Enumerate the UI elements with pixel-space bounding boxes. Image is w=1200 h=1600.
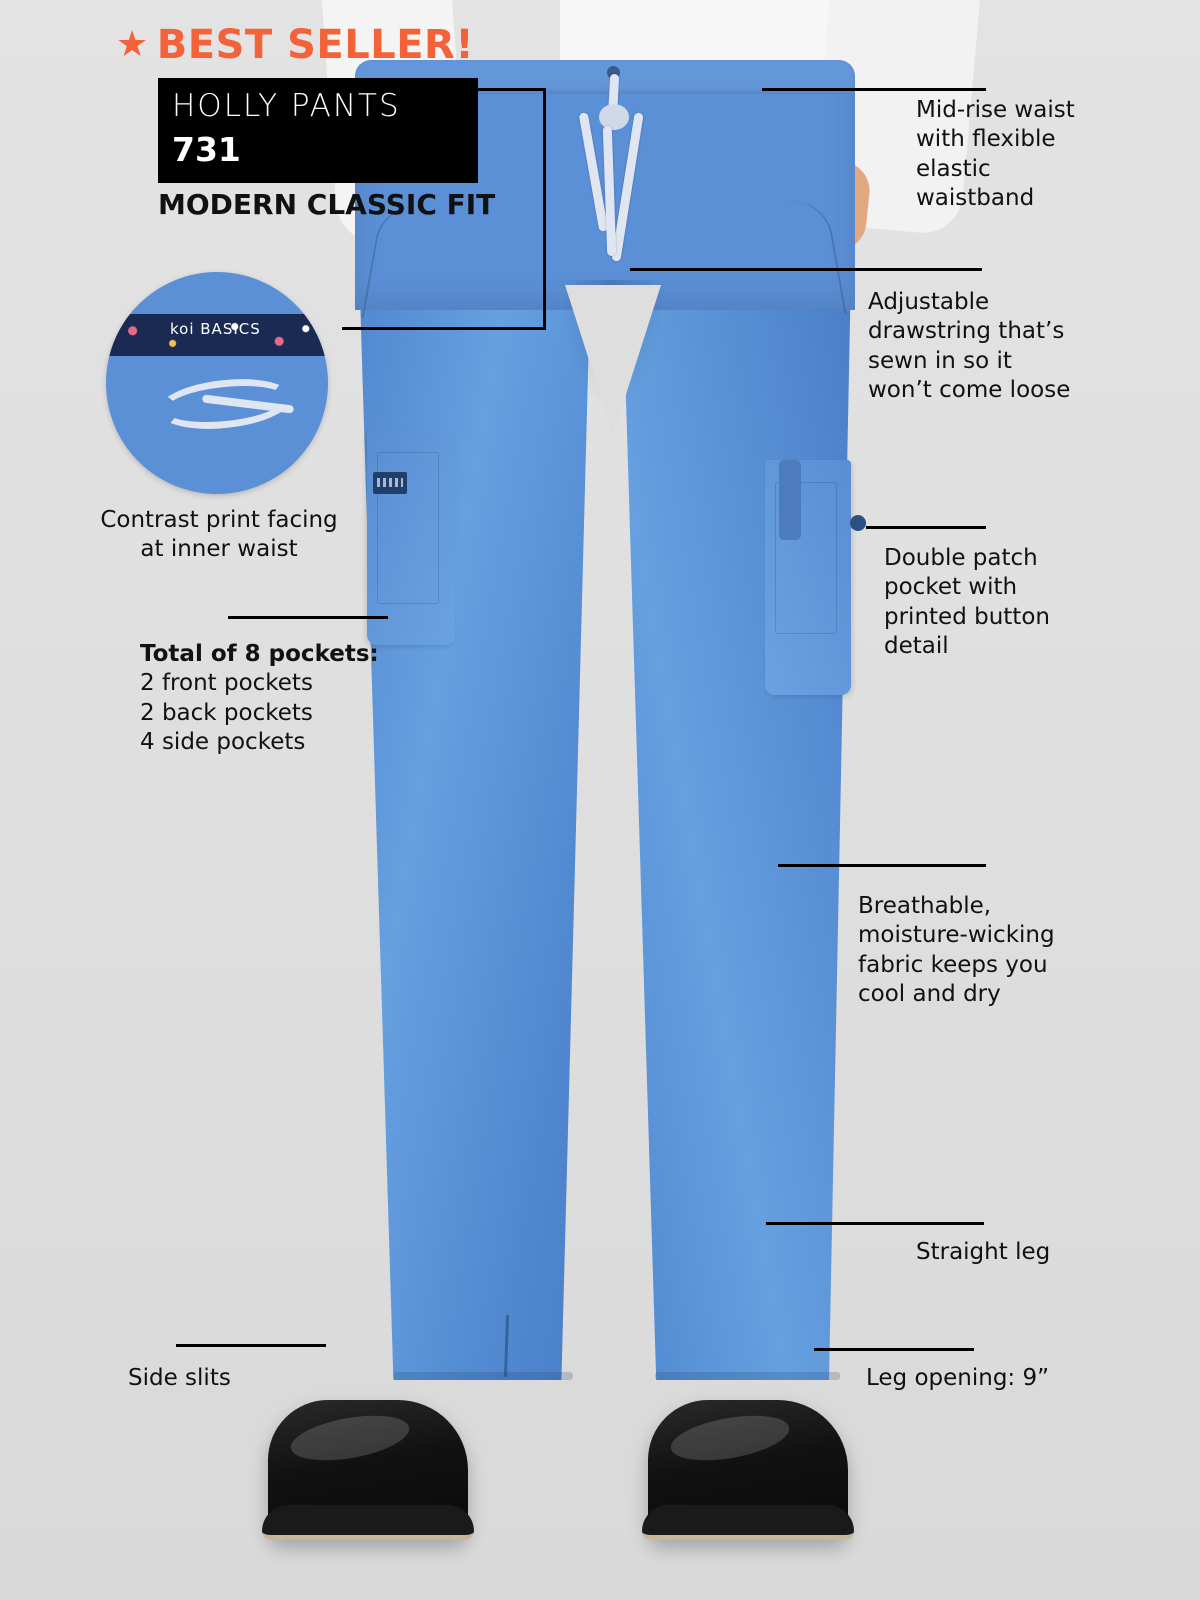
callout-double-patch-pocket: Double patch pocket with printed button detail xyxy=(884,545,1050,660)
drawstring-strand xyxy=(611,112,643,262)
shoe-sole xyxy=(642,1505,854,1540)
leader-line-fabric xyxy=(778,864,986,867)
button-dot xyxy=(850,515,866,531)
side-cargo-pocket-right xyxy=(765,460,851,695)
leader-line-leg-opening xyxy=(814,1348,974,1351)
inset-waistband-detail-photo xyxy=(106,272,328,494)
callout-leg-opening: Leg opening: 9” xyxy=(866,1365,1050,1391)
pant-leg-right xyxy=(613,290,853,1380)
star-icon: ★ xyxy=(116,24,149,65)
callout-mid-rise-waist: Mid-rise waist with flexible elastic waistband xyxy=(916,97,1075,212)
shoe-right xyxy=(648,1400,848,1540)
pocket-summary-heading: Total of 8 pockets: xyxy=(140,641,379,667)
hem-right xyxy=(655,1372,840,1380)
drawstring xyxy=(583,74,645,274)
leader-line-straight-leg xyxy=(766,1222,984,1225)
printed-button-detail xyxy=(779,460,801,540)
shoe-shine xyxy=(287,1408,412,1468)
leader-line-waist xyxy=(762,88,986,91)
fit-label: MODERN CLASSIC FIT xyxy=(158,188,496,221)
pocket-summary xyxy=(140,640,400,758)
callout-side-slits: Side slits xyxy=(128,1365,231,1391)
scrub-pants xyxy=(355,60,855,1370)
side-cargo-pocket-left xyxy=(367,430,455,645)
best-seller-label: BEST SELLER! xyxy=(156,22,475,68)
product-name: HOLLY PANTS xyxy=(172,88,401,124)
hem-left xyxy=(393,1372,573,1380)
leader-line-patch-pocket xyxy=(866,526,986,529)
leader-line-inset xyxy=(342,327,546,330)
brand-tag xyxy=(373,472,407,494)
leader-line-pockets xyxy=(228,616,388,619)
leader-line-title xyxy=(478,88,546,91)
shoe-sole xyxy=(262,1505,474,1540)
callout-straight-leg: Straight leg xyxy=(916,1239,1051,1265)
pocket-item: 2 front pockets xyxy=(140,670,313,697)
callout-contrast-print: Contrast print facing at inner waist xyxy=(100,507,338,563)
drawstring-strand xyxy=(603,126,617,256)
pocket-item: 2 back pockets xyxy=(140,699,313,726)
style-number: 731 xyxy=(172,130,241,169)
shoe-left xyxy=(268,1400,468,1540)
leader-line-drawstring xyxy=(630,268,982,271)
callout-fabric: Breathable, moisture-wicking fabric keeps you cool and dry xyxy=(858,893,1055,1008)
brand-logo-label: koi BASICS xyxy=(170,320,261,338)
front-pocket-left xyxy=(362,200,503,339)
shoe-shine xyxy=(667,1408,792,1468)
leader-line-side-slits xyxy=(176,1344,326,1347)
pocket-item: 4 side pockets xyxy=(140,729,306,756)
leader-line-title-vertical xyxy=(543,88,546,330)
callout-drawstring: Adjustable drawstring that’s sewn in so it won’t come loose xyxy=(868,289,1071,404)
product-title-block xyxy=(158,78,478,183)
best-seller-badge xyxy=(116,22,474,68)
